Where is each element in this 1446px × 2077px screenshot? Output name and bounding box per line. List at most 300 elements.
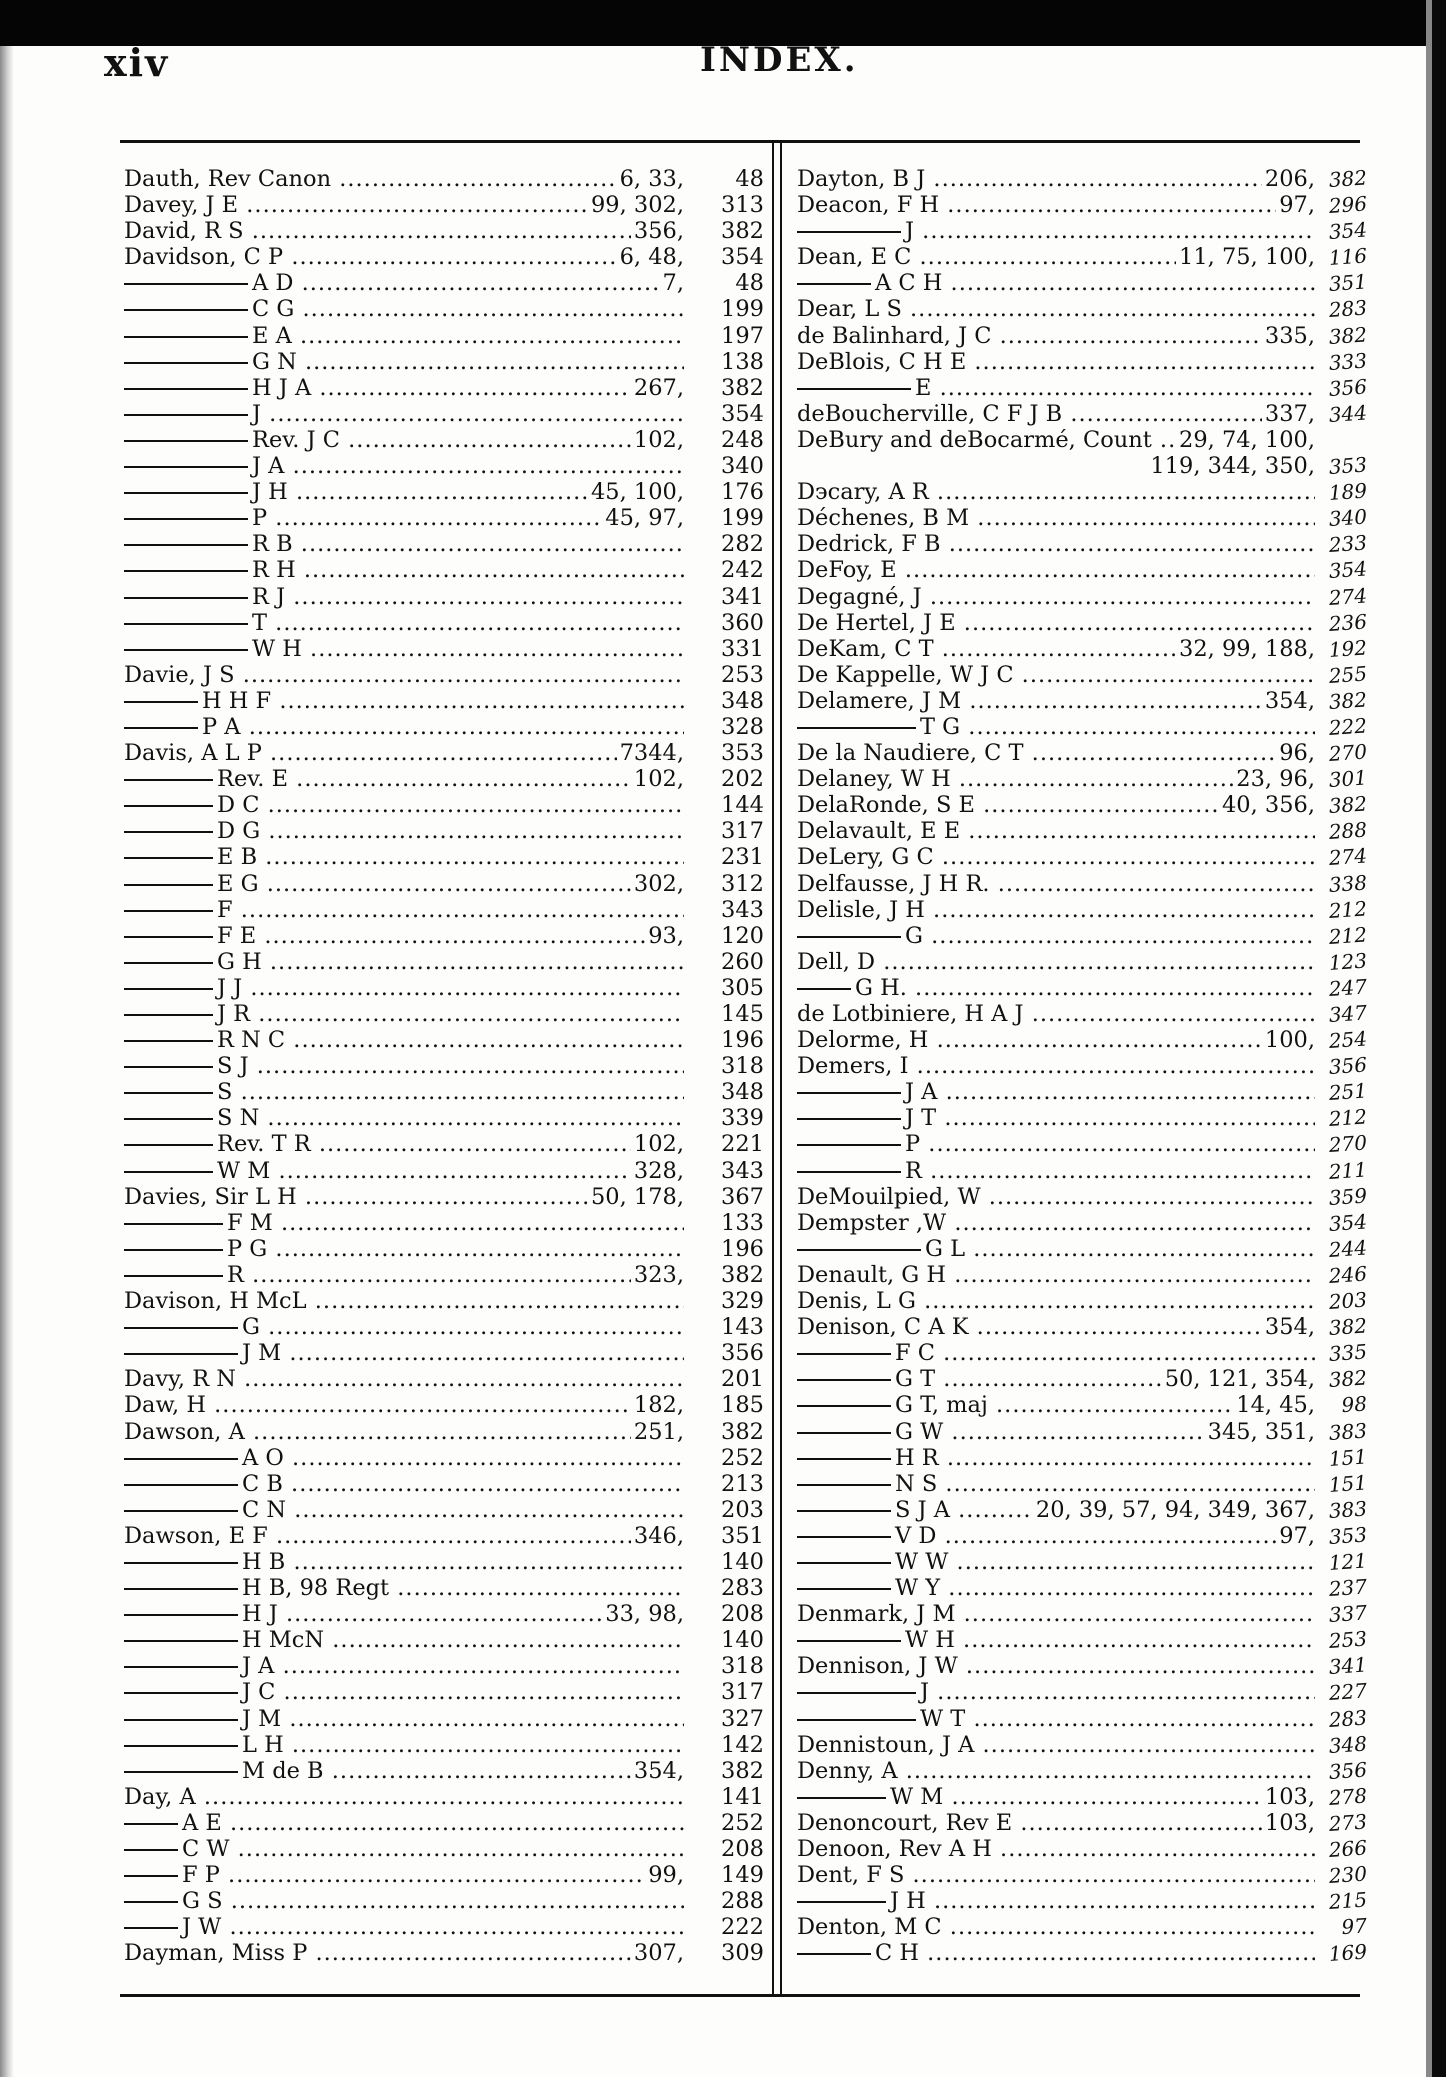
index-entry	[797, 1601, 1367, 1627]
index-entry	[797, 871, 1367, 897]
index-entry	[124, 323, 764, 349]
entry-name	[124, 949, 684, 975]
entry-text: Rev. E	[217, 766, 289, 793]
ditto-rule	[124, 1562, 238, 1564]
entry-text: J H	[252, 479, 288, 506]
entry-page-number: 149	[721, 1862, 764, 1889]
entry-text: Delorme, H	[797, 1027, 929, 1054]
entry-name	[797, 479, 1315, 505]
entry-page-number: 351	[721, 1522, 764, 1549]
entry-page-number: 288	[1328, 817, 1368, 845]
entry-page-refs: 251,	[631, 1419, 684, 1445]
index-entry	[797, 1627, 1367, 1653]
ditto-rule	[124, 805, 213, 807]
index-entry	[797, 1784, 1367, 1810]
index-entry	[124, 244, 764, 270]
index-entry	[797, 505, 1367, 531]
entry-name	[797, 1862, 1315, 1888]
index-entry	[124, 218, 764, 244]
entry-text: Degagné, J	[797, 583, 922, 610]
entry-name	[797, 1810, 1315, 1836]
index-entry	[124, 1601, 764, 1627]
entry-page-number: 201	[721, 1366, 764, 1393]
entry-page-number: 351	[1328, 269, 1368, 297]
entry-name	[797, 1549, 1315, 1575]
entry-text: G H.	[855, 974, 907, 1001]
column-divider-left	[772, 143, 774, 1994]
ditto-rule	[124, 1849, 178, 1851]
entry-page-refs: 102,	[631, 427, 684, 453]
entry-text: H R	[895, 1444, 939, 1471]
entry-page-number: 208	[721, 1836, 764, 1862]
entry-name	[797, 1706, 1315, 1732]
ditto-rule	[797, 1692, 916, 1694]
entry-page-number: 142	[721, 1731, 764, 1758]
index-entry	[124, 1236, 764, 1262]
entry-page-number: 151	[1328, 1443, 1368, 1471]
entry-text: P G	[227, 1235, 268, 1262]
ditto-rule	[797, 1797, 886, 1799]
entry-page-number: 252	[721, 1444, 764, 1471]
entry-name	[797, 1445, 1315, 1471]
index-entry	[797, 1158, 1367, 1184]
entry-name	[797, 740, 1315, 766]
index-entry	[124, 1079, 764, 1105]
entry-page-refs: 50, 178,	[588, 1184, 684, 1210]
entry-name	[124, 1445, 684, 1471]
entry-page-refs: 45, 97,	[602, 505, 684, 531]
index-entry	[797, 270, 1367, 296]
entry-page-refs: 346,	[631, 1523, 684, 1549]
ditto-rule	[124, 1040, 213, 1042]
ditto-rule	[124, 1066, 213, 1068]
entry-page-number: 309	[721, 1940, 764, 1967]
entry-name	[797, 1784, 1315, 1810]
entry-name	[797, 610, 1315, 636]
entry-page-refs: 33, 98,	[602, 1601, 684, 1627]
ditto-rule	[797, 1092, 901, 1094]
entry-text: G L	[925, 1235, 966, 1262]
entry-name	[124, 1471, 684, 1497]
ditto-rule	[797, 1901, 886, 1903]
entry-text: F	[217, 896, 233, 923]
index-entry	[797, 375, 1367, 401]
entry-name	[797, 1131, 1315, 1157]
entry-text: J C	[242, 1679, 276, 1706]
index-entry	[124, 453, 764, 479]
index-entry	[124, 1445, 764, 1471]
entry-text: W W	[895, 1548, 949, 1575]
entry-page-number: 360	[721, 609, 764, 636]
index-entry	[124, 375, 764, 401]
entry-page-number: 317	[721, 818, 764, 845]
index-entry	[797, 427, 1367, 453]
entry-name	[124, 688, 684, 714]
entry-name	[797, 401, 1315, 427]
entry-name	[797, 1888, 1315, 1914]
index-entry	[124, 531, 764, 557]
entry-page-number: 347	[1328, 1000, 1368, 1027]
entry-text: T G	[920, 713, 961, 740]
index-entry	[797, 244, 1367, 270]
entry-name	[797, 1523, 1315, 1549]
index-entry	[124, 740, 764, 766]
entry-name	[124, 531, 684, 557]
index-entry	[797, 636, 1367, 662]
entry-name	[797, 270, 1315, 296]
entry-name	[797, 1053, 1315, 1079]
index-entry	[797, 688, 1367, 714]
ditto-rule	[124, 570, 248, 572]
entry-page-number: 252	[721, 1809, 764, 1836]
top-rule	[120, 140, 1360, 143]
entry-page-number: 274	[1328, 843, 1368, 871]
index-entry	[124, 427, 764, 453]
entry-text: Davie, J S	[124, 661, 235, 688]
entry-page-number: 203	[1328, 1287, 1368, 1314]
entry-name	[124, 1366, 684, 1392]
entry-text: J M	[242, 1340, 282, 1367]
entry-page-number: 356	[721, 1340, 764, 1367]
entry-text: Dawson, E F	[124, 1522, 268, 1549]
entry-name	[797, 714, 1315, 740]
entry-page-number: 48	[735, 270, 764, 297]
entry-text: D C	[217, 792, 260, 819]
entry-page-number: 341	[1328, 1652, 1368, 1680]
index-entry	[124, 1888, 764, 1914]
entry-name	[124, 1888, 684, 1914]
entry-text: A C H	[875, 270, 943, 297]
entry-page-number: 331	[721, 635, 764, 662]
entry-page-number: 116	[1328, 243, 1368, 271]
entry-page-number: 335	[1328, 1339, 1368, 1367]
entry-page-number: 196	[721, 1027, 764, 1054]
ditto-rule	[124, 388, 248, 390]
entry-page-number: 359	[1328, 1183, 1368, 1210]
entry-page-number: 382	[1328, 321, 1368, 349]
entry-page-refs: 103,	[1262, 1784, 1315, 1810]
ditto-rule	[124, 1144, 213, 1146]
index-entry	[797, 1706, 1367, 1732]
index-entry	[797, 792, 1367, 818]
index-entry	[124, 818, 764, 844]
index-entry	[124, 1914, 764, 1940]
index-entry	[124, 792, 764, 818]
index-entry	[124, 1497, 764, 1523]
entry-text: P	[252, 505, 268, 532]
entry-page-number: 337	[1328, 1600, 1368, 1628]
ditto-rule	[124, 1901, 178, 1903]
entry-page-refs: 119, 344, 350,	[1147, 453, 1315, 479]
entry-page-refs: 40, 356,	[1219, 792, 1315, 818]
entry-text: H B	[242, 1548, 286, 1575]
entry-text: DeLery, G C	[797, 844, 934, 871]
ditto-rule	[797, 1249, 921, 1251]
entry-page-number: 270	[1328, 739, 1368, 767]
entry-text: Delisle, J H	[797, 896, 925, 923]
entry-page-number: 283	[1328, 295, 1368, 323]
entry-page-number: 353	[1328, 452, 1368, 479]
index-entry	[124, 871, 764, 897]
entry-text: E	[915, 374, 932, 401]
entry-name	[124, 1105, 684, 1131]
ditto-rule	[124, 1614, 238, 1616]
entry-page-number: 382	[1328, 687, 1368, 714]
index-entry	[124, 714, 764, 740]
entry-name	[124, 1575, 684, 1601]
entry-name	[124, 1497, 684, 1523]
entry-name	[797, 1288, 1315, 1314]
ditto-rule	[124, 414, 248, 416]
entry-text: J	[905, 218, 915, 245]
entry-text: G W	[895, 1418, 944, 1445]
ditto-rule	[797, 1458, 891, 1460]
entry-page-number: 212	[1328, 1104, 1368, 1132]
index-entry	[124, 1262, 764, 1288]
entry-text: Denmark, J M	[797, 1601, 956, 1628]
entry-page-number: 213	[721, 1470, 764, 1497]
entry-name	[124, 1158, 684, 1184]
entry-page-number: 343	[721, 896, 764, 923]
index-entry	[797, 1445, 1367, 1471]
page-binding-shadow	[0, 0, 14, 2077]
entry-page-number: 253	[721, 661, 764, 688]
entry-page-number: 138	[721, 348, 764, 375]
entry-text: Déchenes, B M	[797, 505, 970, 532]
index-entry	[124, 662, 764, 688]
index-entry	[797, 1419, 1367, 1445]
index-entry	[124, 1131, 764, 1157]
entry-page-number: 312	[721, 870, 764, 897]
ditto-rule	[124, 1823, 178, 1825]
index-entry	[124, 479, 764, 505]
ditto-rule	[797, 1536, 891, 1538]
entry-page-number: 340	[1328, 504, 1368, 532]
ditto-rule	[797, 727, 916, 729]
entry-page-number: 340	[721, 453, 764, 480]
ditto-rule	[124, 1118, 213, 1120]
entry-name	[124, 1001, 684, 1027]
ditto-rule	[124, 1771, 238, 1773]
index-entry	[124, 349, 764, 375]
ditto-rule	[124, 1666, 238, 1668]
entry-text: Rev. J C	[252, 426, 340, 453]
entry-name	[797, 557, 1315, 583]
index-entry	[124, 584, 764, 610]
entry-page-number: 197	[721, 322, 764, 349]
entry-text: J A	[242, 1653, 275, 1680]
entry-text: G	[905, 922, 923, 949]
ditto-rule	[124, 1275, 223, 1277]
entry-name	[124, 636, 684, 662]
index-entry	[797, 349, 1367, 375]
entry-page-refs: 99,	[645, 1862, 684, 1888]
ditto-rule	[797, 988, 851, 990]
entry-name	[124, 1262, 684, 1288]
ditto-rule	[124, 623, 248, 625]
entry-text: Deacon, F H	[797, 192, 940, 219]
right-scan-edge	[1432, 0, 1446, 2077]
entry-name	[797, 1653, 1315, 1679]
entry-page-number: 338	[1328, 869, 1368, 897]
index-entry	[797, 296, 1367, 322]
entry-page-refs: 45, 100,	[588, 479, 684, 505]
entry-page-number: 203	[721, 1496, 764, 1523]
entry-text: S	[217, 1079, 233, 1106]
entry-page-number: 382	[1328, 1313, 1368, 1341]
entry-text: J T	[905, 1105, 937, 1132]
entry-text: C N	[242, 1496, 287, 1523]
index-entry	[797, 218, 1367, 244]
entry-text: Denoncourt, Rev E	[797, 1809, 1013, 1836]
entry-page-number: 367	[721, 1183, 764, 1210]
index-entry	[797, 949, 1367, 975]
entry-name	[124, 923, 684, 949]
entry-page-number: 283	[721, 1575, 764, 1602]
index-entry	[797, 453, 1367, 479]
entry-page-number: 230	[1328, 1861, 1368, 1889]
entry-page-number: 353	[1328, 1522, 1368, 1549]
ditto-rule	[797, 1379, 891, 1381]
entry-name	[124, 1836, 684, 1862]
index-entry	[124, 192, 764, 218]
entry-name	[124, 1601, 684, 1627]
ditto-rule	[124, 309, 248, 311]
entry-text: deBoucherville, C F J B	[797, 400, 1063, 427]
entry-text: Davies, Sir L H	[124, 1183, 297, 1210]
entry-page-refs: 356,	[631, 218, 684, 244]
index-entry	[797, 1575, 1367, 1601]
entry-name	[124, 1053, 684, 1079]
entry-text: H J A	[252, 374, 312, 401]
entry-text: DeBlois, C H E	[797, 348, 967, 375]
entry-page-number: 192	[1328, 635, 1368, 662]
entry-page-number: 121	[1328, 1548, 1368, 1575]
entry-text: F C	[895, 1340, 935, 1367]
bottom-rule	[120, 1994, 1360, 1997]
ditto-rule	[124, 362, 248, 364]
entry-text: J	[252, 400, 262, 427]
ditto-rule	[124, 466, 248, 468]
entry-name	[797, 1471, 1315, 1497]
entry-name	[797, 949, 1315, 975]
ditto-rule	[124, 1092, 213, 1094]
ditto-rule	[124, 1327, 238, 1329]
index-entry	[797, 1262, 1367, 1288]
entry-text: Dennison, J W	[797, 1653, 958, 1680]
entry-page-refs: 102,	[631, 766, 684, 792]
entry-text: DeKam, C T	[797, 635, 934, 662]
ditto-rule	[124, 727, 198, 729]
entry-page-refs: 337,	[1262, 401, 1315, 427]
entry-page-number: 212	[1328, 895, 1368, 923]
index-entry	[797, 192, 1367, 218]
entry-text: E A	[252, 322, 292, 349]
entry-page-number: 313	[721, 192, 764, 219]
entry-text: Daw, H	[124, 1392, 206, 1419]
ditto-rule	[124, 1223, 223, 1225]
entry-page-refs: 29, 74, 100,	[1176, 427, 1315, 453]
entry-text: DelaRonde, S E	[797, 792, 975, 819]
index-entry	[797, 1314, 1367, 1340]
entry-name	[797, 923, 1315, 949]
entry-name	[797, 375, 1315, 401]
index-entry	[124, 1366, 764, 1392]
entry-page-number: 237	[1328, 1574, 1368, 1602]
entry-name	[124, 584, 684, 610]
ditto-rule	[124, 440, 248, 442]
index-entry	[124, 766, 764, 792]
entry-name	[797, 844, 1315, 870]
entry-text: R J	[252, 583, 286, 610]
entry-page-refs: 323,	[631, 1262, 684, 1288]
entry-text: Denton, M C	[797, 1914, 942, 1941]
entry-name	[124, 218, 684, 244]
index-entry	[797, 479, 1367, 505]
entry-page-number: 383	[1328, 1417, 1368, 1445]
index-entry	[124, 1053, 764, 1079]
entry-text: G H	[217, 948, 262, 975]
ditto-rule	[124, 649, 248, 651]
entry-text: Rev. T R	[217, 1131, 311, 1158]
entry-name	[124, 427, 684, 453]
entry-page-number: 328	[721, 713, 764, 740]
entry-text: H McN	[242, 1627, 325, 1654]
entry-text: F E	[217, 922, 257, 949]
entry-page-number: 97	[1340, 1913, 1368, 1940]
entry-page-number: 98	[1340, 1391, 1368, 1418]
index-entry	[797, 923, 1367, 949]
ditto-rule	[797, 1640, 901, 1642]
entry-text: de Lotbiniere, H A J	[797, 1001, 1024, 1027]
ditto-rule	[797, 1353, 891, 1355]
entry-name	[797, 1001, 1315, 1027]
entry-page-number: 353	[721, 740, 764, 767]
entry-text: G S	[182, 1888, 223, 1915]
entry-text: C B	[242, 1470, 283, 1497]
entry-text: G T	[895, 1366, 936, 1393]
index-entry	[124, 296, 764, 322]
ditto-rule	[124, 283, 248, 285]
entry-name	[124, 740, 684, 766]
entry-name	[797, 1758, 1315, 1784]
entry-text: W T	[920, 1705, 966, 1732]
entry-text: Denison, C A K	[797, 1314, 969, 1341]
entry-page-number: 354	[1328, 217, 1368, 245]
index-entry	[797, 1366, 1367, 1392]
index-entry	[124, 1653, 764, 1679]
entry-text: Dэcary, A R	[797, 479, 929, 506]
entry-name	[797, 1914, 1315, 1940]
entry-text: Delamere, J M	[797, 687, 962, 714]
entry-name	[124, 323, 684, 349]
ditto-rule	[124, 1692, 238, 1694]
index-entry	[124, 1862, 764, 1888]
entry-page-number: 266	[1328, 1835, 1368, 1862]
entry-text: Davy, R N	[124, 1366, 236, 1393]
entry-page-number: 283	[1328, 1704, 1368, 1732]
ditto-rule	[124, 779, 213, 781]
entry-name	[124, 844, 684, 870]
entry-name	[124, 1810, 684, 1836]
entry-name	[124, 296, 684, 322]
entry-page-refs: 267,	[631, 375, 684, 401]
ditto-rule	[124, 1353, 238, 1355]
index-entry	[124, 636, 764, 662]
index-entry	[124, 1784, 764, 1810]
entry-text: Dedrick, F B	[797, 531, 941, 558]
entry-page-number: 145	[721, 1001, 764, 1027]
